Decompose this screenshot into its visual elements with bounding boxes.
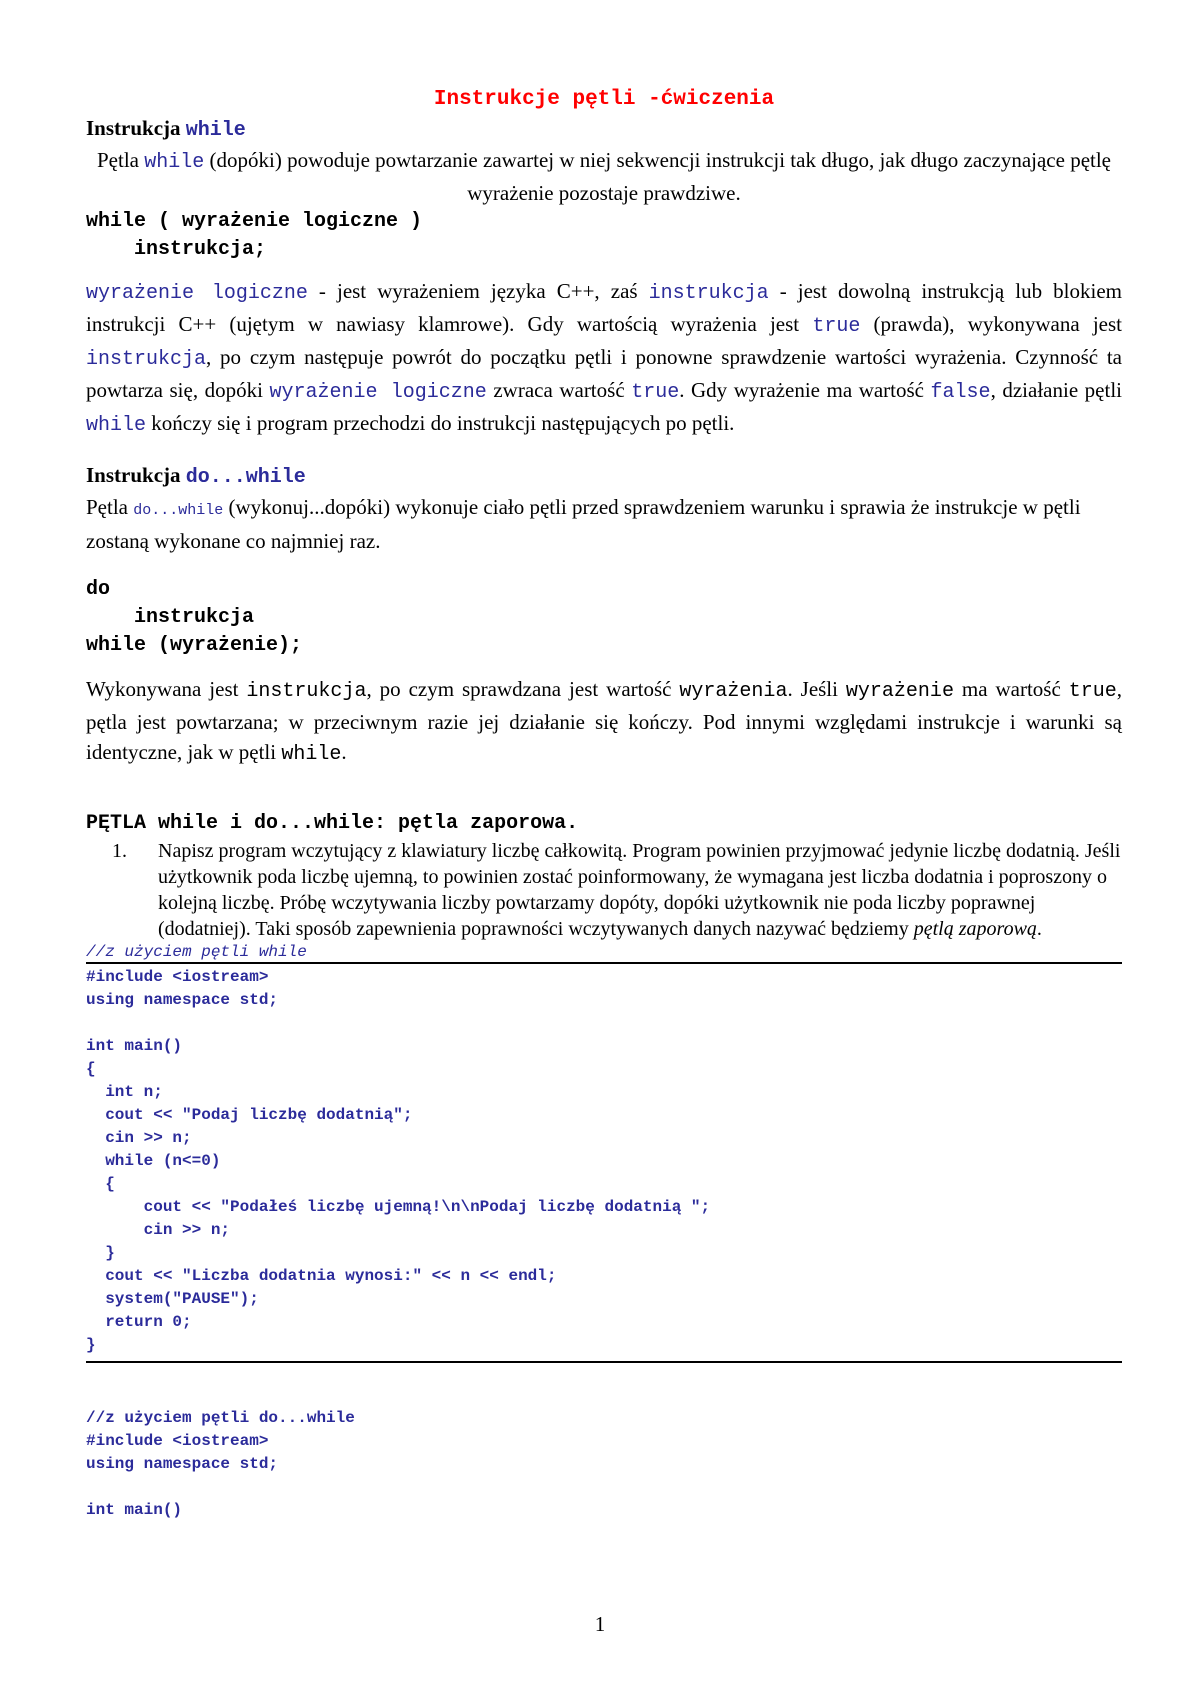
text: kończy się i program przechodzi do instrukcji następujących po pętli. [146, 411, 735, 435]
text: - jest dowolną instrukcją lub blokiem instrukcji C++ (ujętym w nawiasy klamrowe). Gdy wartością wyrażenia jest [86, 279, 1122, 336]
text: . Jeśli [787, 677, 846, 701]
while-description [86, 276, 1122, 441]
document-page [86, 86, 1122, 1522]
keyword: while [281, 743, 342, 766]
text: , po czym następuje powrót do początku pętli i ponowne sprawdzenie wartości wyrażenia. Czynność ta powtarza się, dopóki [86, 345, 1122, 402]
do-while-syntax-line3: while (wyrażenie); [86, 634, 303, 657]
keyword: false [930, 381, 991, 404]
keyword: wyrażenia [679, 680, 788, 703]
text: - jest wyrażeniem języka C++, zaś [307, 279, 649, 303]
do-while-heading [86, 461, 1122, 492]
heading-text: Instrukcja [86, 116, 186, 140]
intro-text: (wykonuj...dopóki) wykonuje ciało pętli przed sprawdzeniem warunku i sprawia że instrukcje w pętli zostaną wykonane co najmniej raz. [86, 495, 1081, 553]
list-item-number: 1. [112, 840, 127, 862]
intro-text: Pętla [96, 148, 145, 172]
exercise-heading: PĘTLA while i do...while: pętla zaporowa. [86, 812, 579, 835]
text: , pętla jest powtarzana; w przeciwnym razie jej działanie się kończy. Pod innymi względami instrukcje i warunki są identyczne, jak w pętli [86, 677, 1123, 764]
keyword: instrukcja [86, 348, 207, 371]
while-intro [86, 145, 1122, 208]
text: zwraca wartość [486, 378, 632, 402]
do-while-description [86, 674, 1122, 770]
while-heading [86, 114, 1122, 145]
while-syntax-line1: while ( wyrażenie logiczne ) [86, 210, 423, 233]
keyword: wyrażenie logiczne [269, 381, 487, 404]
text: , działanie pętli [990, 378, 1122, 402]
page-title: Instrukcje pętli -ćwiczenia [433, 88, 775, 111]
code-block-while: #include <iostream> using namespace std; int main() { int n; cout << "Podaj liczbę dodatnią"; cin >> n; while (n<=0) { cout << "Podałeś liczbę ujemną!\n\nPodaj liczbę dodatnią "; cin >> n; } cout << "Liczba dodatnia wynosi:" << n << endl; system("PAUSE"); return 0; } [86, 968, 711, 1354]
list-item [86, 838, 1122, 942]
intro-keyword: while [144, 151, 205, 174]
heading-keyword: do...while [185, 466, 306, 489]
do-while-intro [86, 492, 1122, 556]
intro-text: (dopóki) powoduje powtarzanie zawartej w niej sekwencji instrukcji tak długo, jak długo zaczynające pętlę wyrażenie pozostaje prawdziwe. [204, 148, 1112, 205]
keyword: true [1068, 680, 1117, 703]
heading-text: Instrukcja [86, 463, 186, 487]
do-while-syntax-line2: instrukcja [86, 606, 255, 629]
text: . [341, 740, 347, 764]
exercise-list [86, 838, 1122, 942]
list-item-text: Napisz program wczytujący z klawiatury liczbę całkowitą. Program powinien przyjmować jedynie liczbę dodatnią. Jeśli użytkownik poda liczbę ujemną, to powinien zostać poinformowany, że wymagana jest liczba dodatnia i poproszony o kolejną liczbę. Próbę wczytywania liczby powtarzamy dopóty, dopóki użytkownik nie poda liczby poprawnej (dodatniej). Taki sposób zapewnienia poprawności wczytywanych danych nazywać będziemy [158, 840, 1121, 940]
keyword: true [631, 381, 680, 404]
code1-comment: //z użyciem pętli while [86, 943, 307, 961]
while-syntax-line2: instrukcja; [86, 238, 267, 261]
keyword: instrukcja [246, 680, 367, 703]
text: (prawda), wykonywana jest [860, 312, 1123, 336]
text: Wykonywana jest [86, 677, 247, 701]
intro-text: Pętla [86, 495, 134, 519]
text: , po czym sprawdzana jest wartość [366, 677, 680, 701]
list-item-emphasis: pętlą zaporową [913, 918, 1037, 940]
list-item-text: . [1036, 918, 1042, 940]
intro-keyword: do...while [133, 502, 224, 519]
page-number: 1 [594, 1612, 606, 1636]
keyword: true [812, 315, 861, 338]
keyword: while [86, 414, 147, 437]
keyword: wyrażenie [845, 680, 954, 703]
text: ma wartość [953, 677, 1069, 701]
code-block-do-while: //z użyciem pętli do...while #include <iostream> using namespace std; int main() [86, 1409, 355, 1519]
do-while-syntax-line1: do [86, 578, 111, 601]
keyword: wyrażenie logiczne [86, 282, 308, 305]
text: . Gdy wyrażenie ma wartość [679, 378, 931, 402]
keyword: instrukcja [648, 282, 769, 305]
heading-keyword: while [185, 119, 246, 142]
